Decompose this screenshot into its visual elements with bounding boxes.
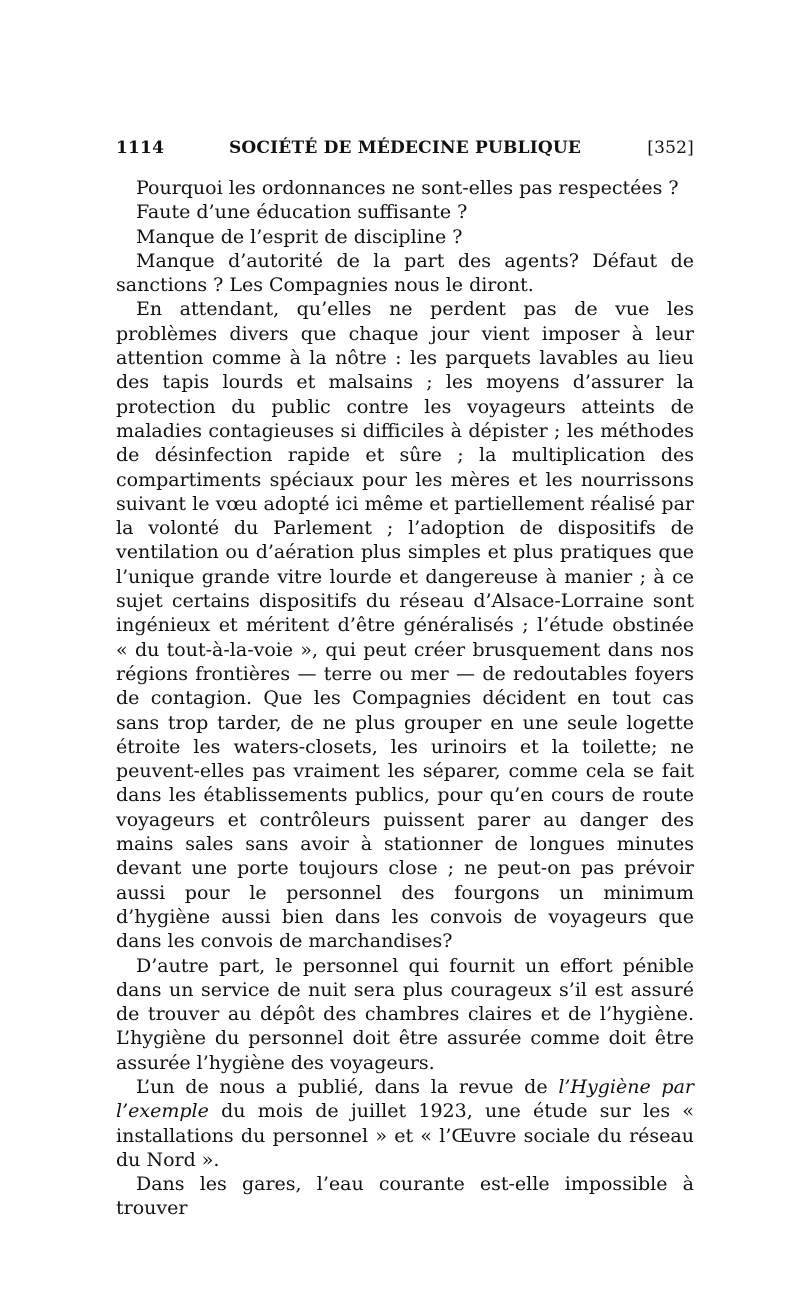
paragraph-text: du mois de juillet 1923, une étude sur les « installations du personnel » et « l’Œuvre sociale du réseau du Nord ». <box>116 1100 694 1171</box>
page-number: 1114 <box>116 138 165 158</box>
journal-title: l’Hygiène par l’exemple <box>116 1075 694 1123</box>
body-text <box>116 176 694 1221</box>
paragraph: Pourquoi les ordonnances ne sont-elles pas respectées ? <box>136 177 679 199</box>
paragraph <box>116 1075 694 1172</box>
running-header <box>116 138 694 164</box>
paragraph: Manque de l’esprit de discipline ? <box>136 225 463 248</box>
paragraph: Faute d’une éducation suffisante ? <box>136 201 468 224</box>
running-title: SOCIÉTÉ DE MÉDECINE PUBLIQUE <box>228 138 582 158</box>
paragraph-text: L’un de nous a publié, dans la revue de <box>136 1075 559 1098</box>
paragraph: En attendant, qu’elles ne perdent pas de vue les problèmes divers que chaque jour vient imposer à leur attention comme à la nôtre : les parquets lavables au lieu des tapis lourds et malsains ; les moyens d’assurer la protection du public contre les voyageurs atteints de maladies contagieuses si difficiles à dépister ; les méthodes de désinfection rapide et sûre ; la multiplication des compartiments spéciaux pour les mères et les nourrissons suivant le vœu adopté ici même et partiellement réalisé par la volonté du Parlement ; l’adoption de dispositifs de ventilation ou d’aération plus simples et plus pratiques que l’unique grande vitre lourde et dangereuse à manier ; à ce sujet certains dispositifs du réseau d’Alsace-Lorraine sont ingénieux et méritent d’être généralisés ; l’étude obstinée « du tout-à-la-voie », qui peut créer brusquement dans nos régions frontières — terre ou mer — de redoutables foyers de contagion. Que les Compagnies décident en tout cas sans trop tarder, de ne plus grouper en une seule logette étroite les waters-closets, les urinoirs et la toilette; ne peuvent-elles pas vraiment les séparer, comme cela se fait dans les établissements publics, pour qu’en cours de route voyageurs et contrôleurs puissent parer au danger des mains sales sans avoir à stationner de longues minutes devant une porte toujours close ; ne peut-on pas prévoir aussi pour le personnel des fourgons un minimum d’hygiène aussi bien dans les convois de voyageurs que dans les convois de marchandises? <box>116 298 694 953</box>
paragraph: Dans les gares, l’eau courante est-elle impossible à trouver <box>116 1173 694 1220</box>
bracket-reference: [352] <box>647 138 694 158</box>
paragraph: Manque d’autorité de la part des agents? Défaut de sanctions ? Les Compagnies nous le diront. <box>116 249 694 297</box>
paragraph: D’autre part, le personnel qui fournit un effort pénible dans un service de nuit sera plus courageux s’il est assuré de trouver au dépôt des chambres claires et de l’hygiène. L’hygiène du personnel doit être assurée comme doit être assurée l’hygiène des voyageurs. <box>116 954 694 1074</box>
document-page <box>116 138 694 1221</box>
